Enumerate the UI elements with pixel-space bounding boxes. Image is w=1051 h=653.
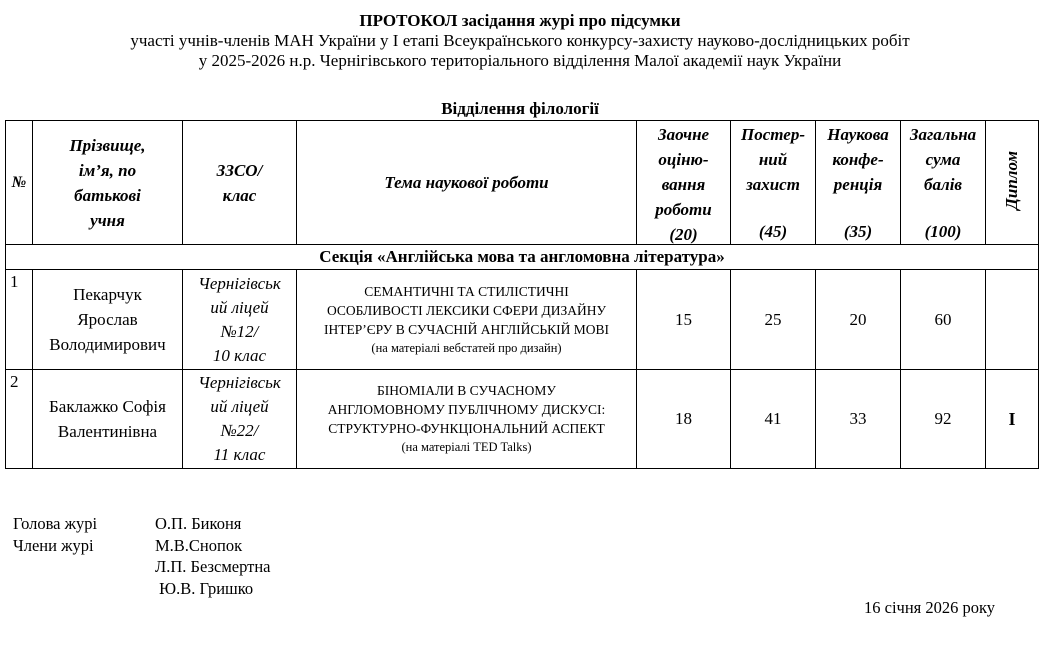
row-number: 2 bbox=[6, 370, 33, 469]
header-total: Загальна сума балів (100) bbox=[901, 121, 986, 245]
score-total: 92 bbox=[901, 370, 986, 469]
header-num: № bbox=[6, 121, 33, 245]
header-topic: Тема наукової роботи bbox=[297, 121, 637, 245]
protocol-subtitle-line-1: участі учнів-членів МАН України у І етапі Всеукраїнського конкурсу-захисту науково-дослідницьких робіт bbox=[130, 31, 910, 50]
jury-member-name: М.В.Снопок bbox=[155, 535, 243, 555]
jury-members-label: Члени журі bbox=[13, 535, 94, 555]
score-conference: 20 bbox=[816, 270, 901, 370]
score-total: 60 bbox=[901, 270, 986, 370]
protocol-title: ПРОТОКОЛ засідання журі про підсумки bbox=[359, 11, 681, 30]
diploma: І bbox=[986, 370, 1039, 469]
section-row bbox=[6, 245, 1039, 270]
header-diploma: Диплом bbox=[986, 121, 1039, 245]
jury-members-row bbox=[13, 535, 270, 557]
jury-signatures bbox=[13, 513, 270, 599]
research-topic: СЕМАНТИЧНІ ТА СТИЛІСТИЧНІ ОСОБЛИВОСТІ ЛЕКСИКИ СФЕРИ ДИЗАЙНУ ІНТЕР’ЄРУ В СУЧАСНІЙ АНГЛІЙСЬКІЙ МОВІ (на матеріалі вебстатей про дизайн) bbox=[297, 270, 637, 370]
score-poster: 25 bbox=[731, 270, 816, 370]
student-school: Чернігівськ ий ліцей №12/ 10 клас bbox=[183, 270, 297, 370]
jury-member-name: Л.П. Безсмертна bbox=[155, 557, 271, 576]
score-correspondence: 18 bbox=[637, 370, 731, 469]
research-topic: БІНОМІАЛИ В СУЧАСНОМУ АНГЛОМОВНОМУ ПУБЛІЧНОМУ ДИСКУСІ: СТРУКТУРНО-ФУНКЦІОНАЛЬНИЙ АСПЕКТ (на матеріалі TED Talks) bbox=[297, 370, 637, 469]
score-conference: 33 bbox=[816, 370, 901, 469]
jury-head-label: Голова журі bbox=[13, 514, 98, 533]
protocol-date: 16 січня 2026 року bbox=[864, 598, 996, 617]
protocol-subtitle-line-2: у 2025-2026 н.р. Чернігівського територіального відділення Малої академії наук України bbox=[198, 51, 842, 70]
header-name: Прізвище, ім’я, по батькові учня bbox=[33, 121, 183, 245]
header-school: ЗЗСО/ клас bbox=[183, 121, 297, 245]
jury-members-row bbox=[13, 578, 270, 600]
section-title: Секція «Англійська мова та англомовна література» bbox=[6, 245, 1039, 270]
table-row bbox=[6, 370, 1039, 469]
jury-members-row bbox=[13, 556, 270, 578]
jury-head-row bbox=[13, 513, 270, 535]
score-poster: 41 bbox=[731, 370, 816, 469]
table-header-row bbox=[6, 121, 1039, 245]
results-table bbox=[5, 120, 1039, 469]
score-correspondence: 15 bbox=[637, 270, 731, 370]
student-school: Чернігівськ ий ліцей №22/ 11 клас bbox=[183, 370, 297, 469]
jury-head-name: О.П. Биконя bbox=[155, 514, 242, 533]
department-title: Відділення філології bbox=[441, 99, 599, 118]
student-name: Пекарчук Ярослав Володимирович bbox=[33, 270, 183, 370]
jury-member-name: Ю.В. Гришко bbox=[155, 578, 254, 598]
table-row bbox=[6, 270, 1039, 370]
header-correspondence: Заочне оціню- вання роботи (20) bbox=[637, 121, 731, 245]
diploma bbox=[986, 270, 1039, 370]
student-name: Баклажко Софія Валентинівна bbox=[33, 370, 183, 469]
header-conference: Наукова конфе- ренція (35) bbox=[816, 121, 901, 245]
header-poster: Постер- ний захист (45) bbox=[731, 121, 816, 245]
row-number: 1 bbox=[6, 270, 33, 370]
protocol-header bbox=[0, 11, 1040, 71]
